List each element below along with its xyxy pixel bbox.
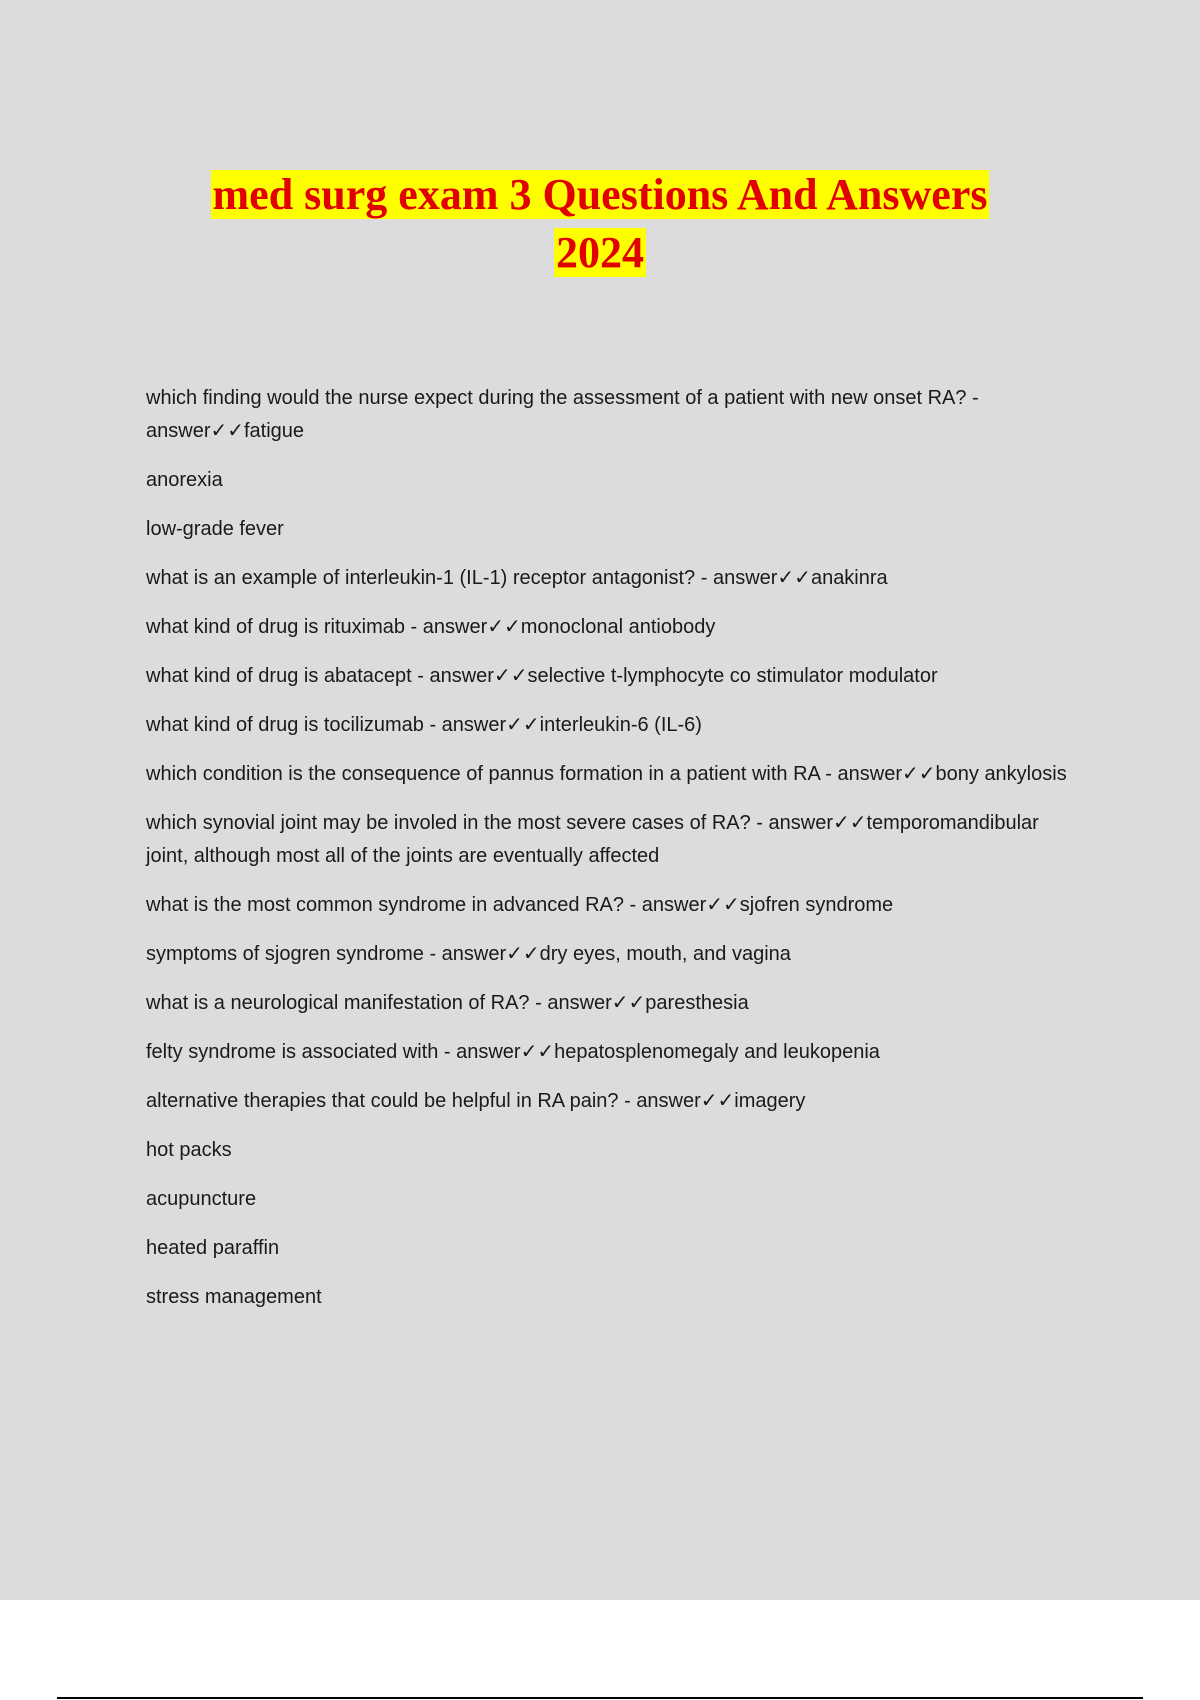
page-title-line-1: med surg exam 3 Questions And Answers bbox=[212, 170, 988, 219]
qa-entry: acupuncture bbox=[146, 1188, 257, 1210]
qa-entry: what is an example of interleukin-1 (IL-1) receptor antagonist? - answer✓✓anakinra bbox=[146, 567, 888, 589]
page-title bbox=[0, 166, 1200, 282]
footer-divider bbox=[57, 1697, 1143, 1699]
qa-entry: symptoms of sjogren syndrome - answer✓✓dry eyes, mouth, and vagina bbox=[146, 943, 791, 965]
qa-entry: heated paraffin bbox=[146, 1237, 280, 1259]
qa-entry: stress management bbox=[146, 1286, 322, 1308]
qa-entry: low-grade fever bbox=[146, 518, 284, 540]
qa-entry: which synovial joint may be involed in the most severe cases of RA? - answer✓✓temporomandibular joint, although most all of the joints are eventually affected bbox=[146, 812, 1039, 867]
qa-entry: alternative therapies that could be helpful in RA pain? - answer✓✓imagery bbox=[146, 1090, 806, 1112]
qa-entry: hot packs bbox=[146, 1139, 232, 1161]
qa-entry: what is a neurological manifestation of RA? - answer✓✓paresthesia bbox=[146, 992, 749, 1014]
qa-entry: which finding would the nurse expect during the assessment of a patient with new onset RA? - answer✓✓fatigue bbox=[146, 387, 979, 442]
qa-entry: what is the most common syndrome in advanced RA? - answer✓✓sjofren syndrome bbox=[146, 894, 894, 916]
qa-entry: which condition is the consequence of pannus formation in a patient with RA - answer✓✓bony ankylosis bbox=[146, 763, 1067, 785]
page-title-line-2: 2024 bbox=[556, 228, 644, 277]
qa-entry: what kind of drug is tocilizumab - answer✓✓interleukin-6 (IL-6) bbox=[146, 714, 702, 736]
qa-entry: anorexia bbox=[146, 469, 223, 491]
qa-entry: what kind of drug is rituximab - answer✓✓monoclonal antiobody bbox=[146, 616, 716, 638]
qa-entry: what kind of drug is abatacept - answer✓✓selective t-lymphocyte co stimulator modulator bbox=[146, 665, 938, 687]
qa-entry: felty syndrome is associated with - answer✓✓hepatosplenomegaly and leukopenia bbox=[146, 1041, 880, 1063]
qa-list bbox=[146, 382, 1086, 1330]
